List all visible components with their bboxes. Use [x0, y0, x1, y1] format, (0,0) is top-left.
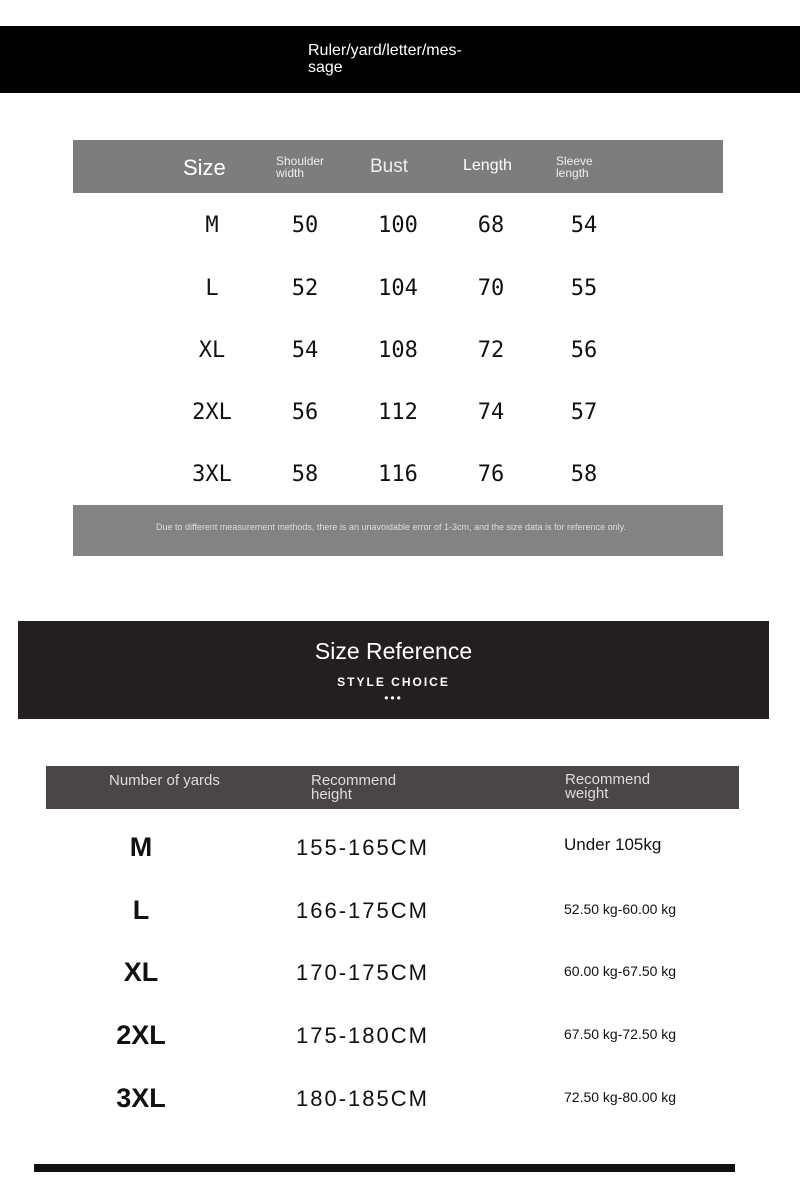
- top-banner: [0, 26, 800, 93]
- header-recommend-weight: Recommend weight: [565, 771, 651, 802]
- cell-height: 170-175CM: [296, 960, 429, 985]
- bottom-divider: [34, 1164, 735, 1172]
- cell-length: 70: [477, 276, 505, 301]
- header-size: Size: [183, 155, 226, 180]
- cell-size: 3XL: [116, 1083, 166, 1113]
- measurement-note: Due to different measurement methods, there is an unavoidable error of 1-3cm, and the size data is for reference only.: [156, 522, 626, 532]
- cell-shoulder: 52: [291, 276, 319, 301]
- header-length: Length: [463, 157, 512, 174]
- cell-bust: 108: [378, 338, 418, 363]
- cell-sleeve: 54: [570, 213, 598, 238]
- cell-weight: 67.50 kg-72.50 kg: [564, 1026, 677, 1042]
- table-row: [73, 213, 723, 243]
- table-row: [73, 338, 723, 368]
- table-row: [46, 1083, 739, 1115]
- cell-sleeve: 58: [570, 462, 598, 487]
- cell-sleeve: 57: [570, 400, 598, 425]
- measurement-note-bar: [73, 505, 723, 556]
- cell-size: 3XL: [192, 462, 232, 487]
- cell-height: 180-185CM: [296, 1086, 429, 1111]
- header-bust: Bust: [370, 156, 409, 177]
- header-sleeve-length: Sleeve length: [556, 154, 593, 180]
- table-row: [73, 276, 723, 306]
- style-choice-subtitle: STYLE CHOICE: [337, 675, 450, 689]
- cell-height: 166-175CM: [296, 898, 429, 923]
- cell-size: M: [129, 832, 153, 862]
- cell-size: 2XL: [192, 400, 232, 425]
- table-row: [46, 1020, 739, 1052]
- size-reference-title: Size Reference: [314, 638, 473, 664]
- cell-length: 72: [477, 338, 505, 363]
- cell-bust: 116: [378, 462, 418, 487]
- cell-length: 74: [477, 400, 505, 425]
- table-row: [46, 895, 739, 927]
- table-row: [73, 462, 723, 492]
- cell-length: 68: [477, 213, 505, 238]
- cell-size: L: [132, 895, 150, 925]
- cell-weight: 52.50 kg-60.00 kg: [564, 901, 677, 917]
- size-table-header: [73, 140, 723, 193]
- cell-sleeve: 55: [570, 276, 598, 301]
- cell-size: XL: [123, 957, 159, 987]
- table-row: [46, 832, 739, 864]
- header-recommend-height: Recommend height: [311, 772, 397, 803]
- banner-title: Ruler/yard/letter/mes- sage: [308, 42, 462, 76]
- cell-shoulder: 56: [291, 400, 319, 425]
- cell-size: 2XL: [116, 1020, 166, 1050]
- cell-shoulder: 58: [291, 462, 319, 487]
- cell-size: XL: [198, 338, 226, 363]
- cell-height: 175-180CM: [296, 1023, 429, 1048]
- size-reference-banner: [18, 621, 769, 719]
- cell-sleeve: 56: [570, 338, 598, 363]
- cell-size: L: [205, 276, 219, 301]
- table-row: [46, 957, 739, 989]
- cell-height: 155-165CM: [296, 835, 429, 860]
- reference-table-header: [46, 766, 739, 809]
- cell-weight: Under 105kg: [564, 835, 662, 854]
- cell-bust: 100: [378, 213, 418, 238]
- cell-length: 76: [477, 462, 505, 487]
- dots-decoration: •••: [384, 691, 403, 705]
- cell-weight: 60.00 kg-67.50 kg: [564, 963, 677, 979]
- cell-bust: 104: [378, 276, 418, 301]
- header-number-of-yards: Number of yards: [109, 772, 220, 789]
- cell-bust: 112: [378, 400, 418, 425]
- header-shoulder-width: Shoulder width: [276, 154, 325, 180]
- cell-shoulder: 50: [291, 213, 319, 238]
- cell-weight: 72.50 kg-80.00 kg: [564, 1089, 677, 1105]
- table-row: [73, 400, 723, 430]
- cell-size: M: [205, 213, 219, 238]
- cell-shoulder: 54: [291, 338, 319, 363]
